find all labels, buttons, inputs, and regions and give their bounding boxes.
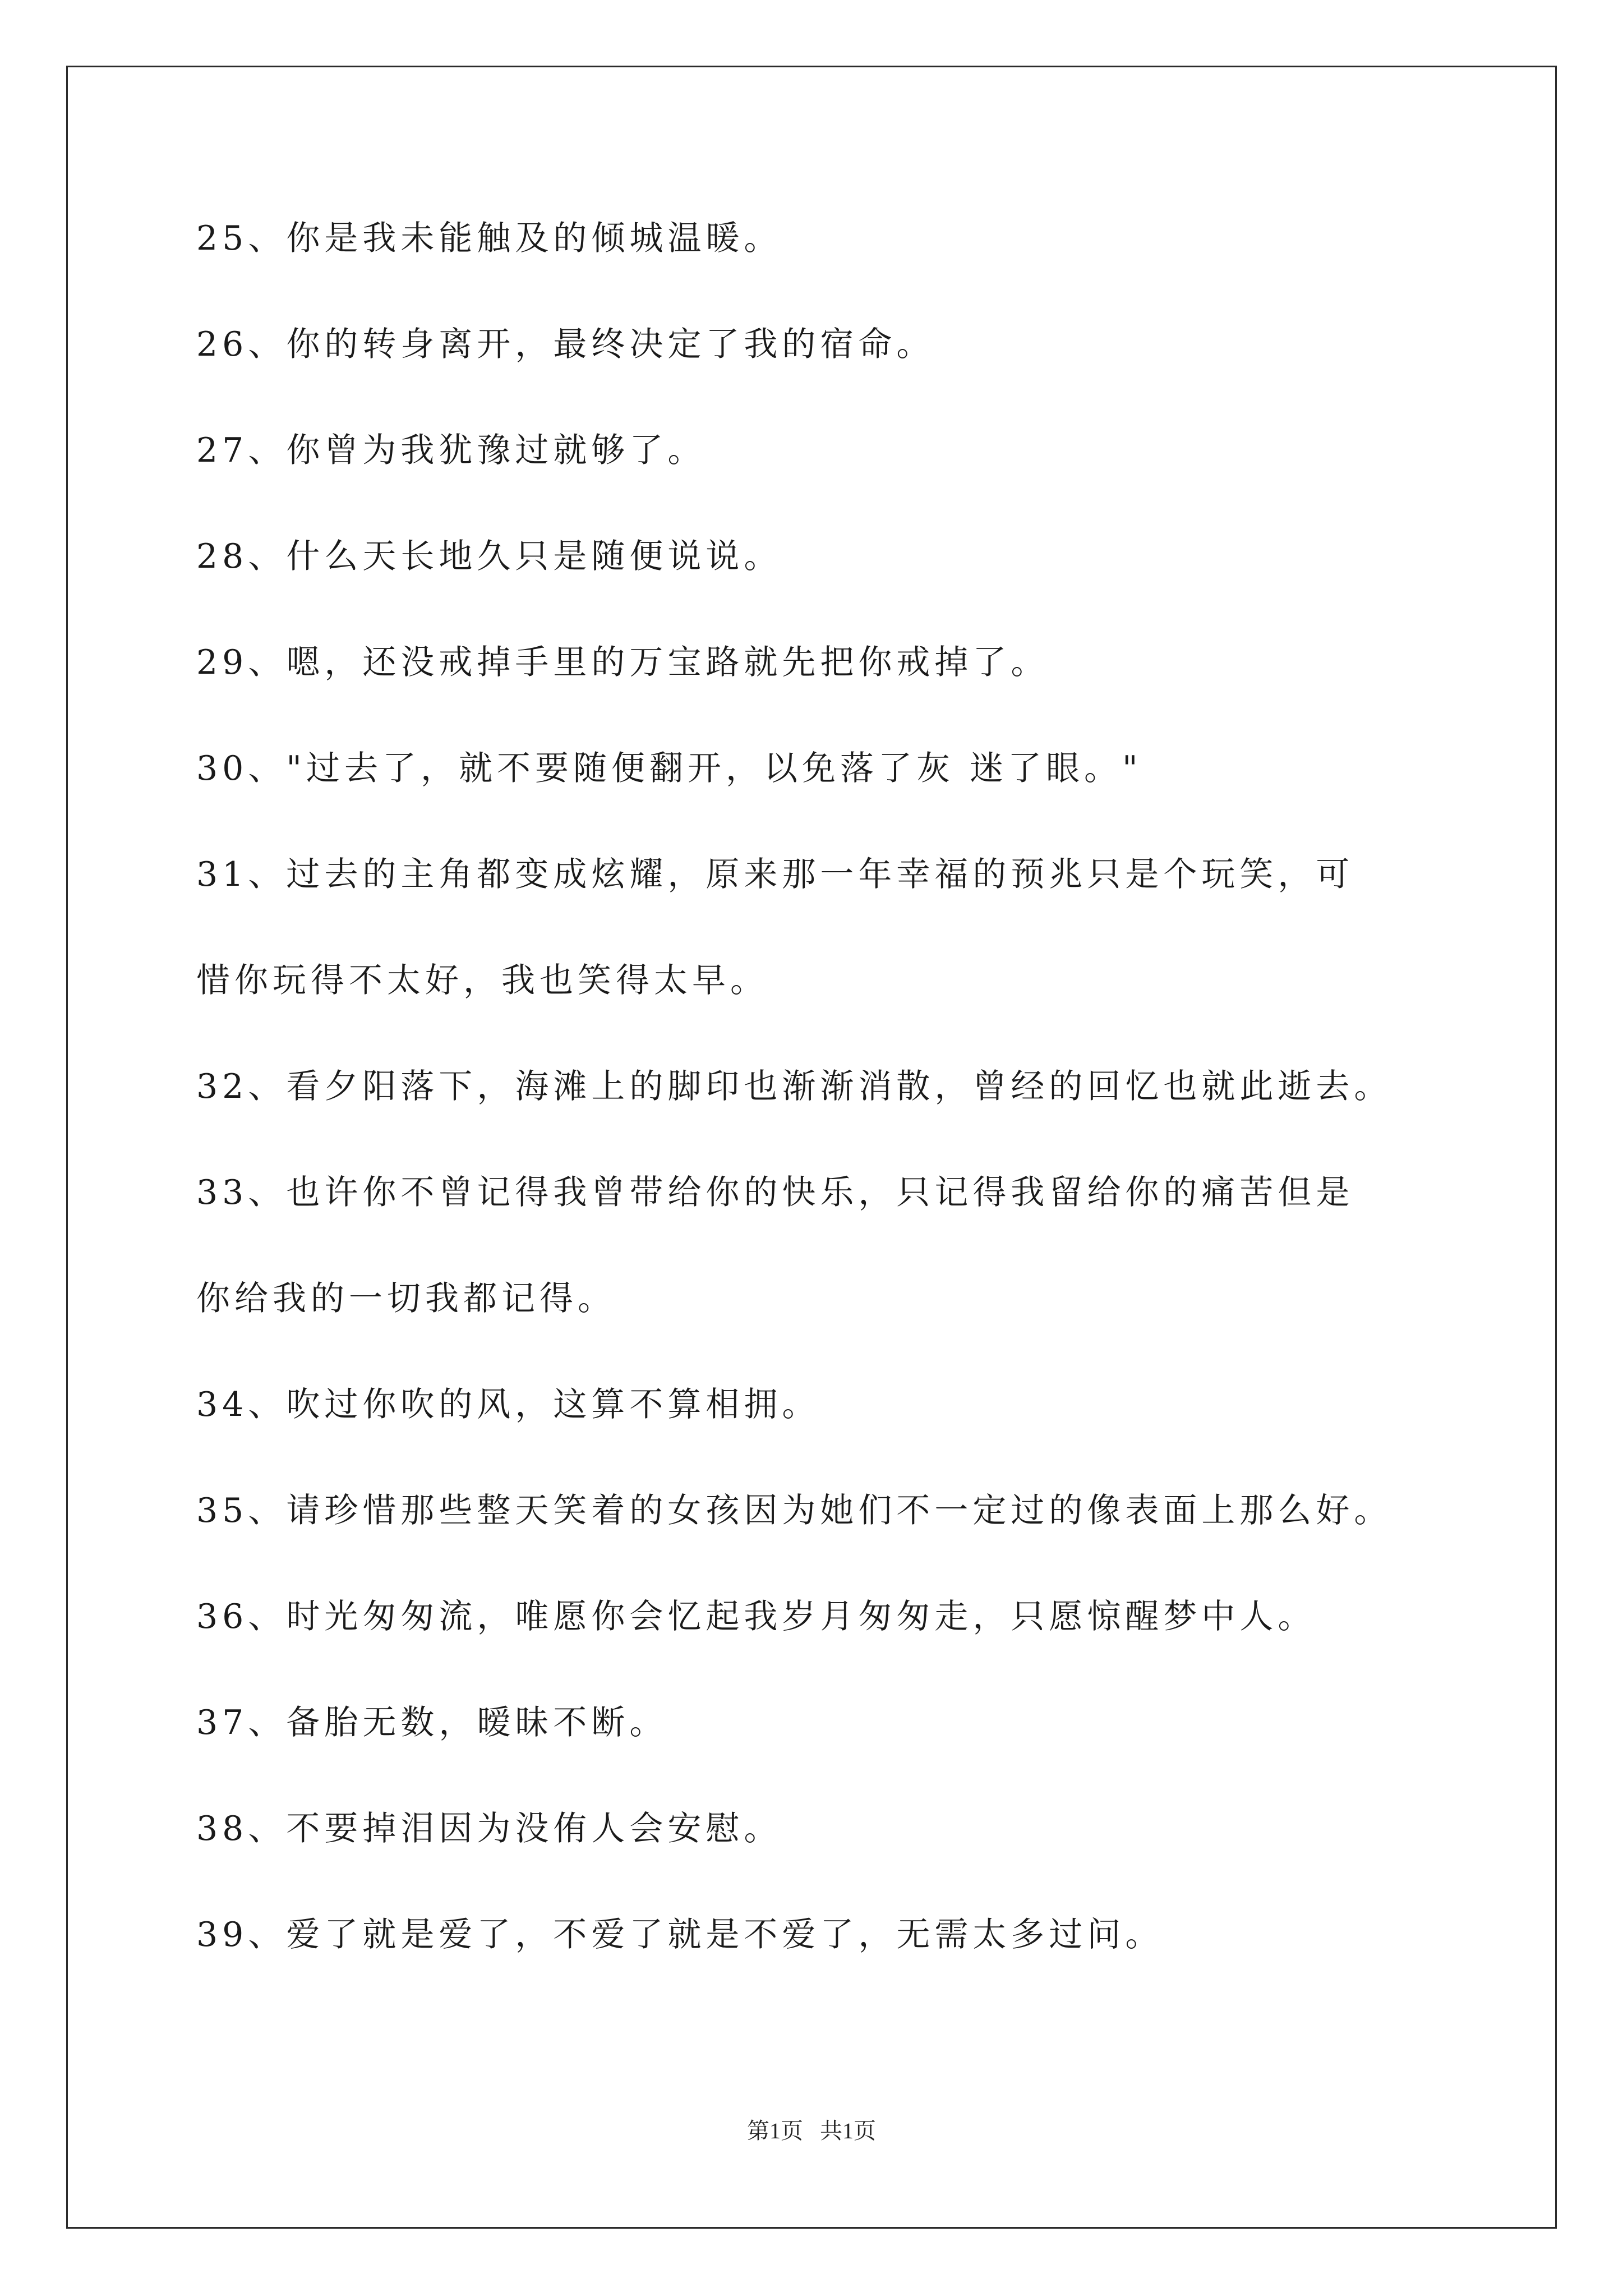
quote-list: [196, 219, 1497, 2024]
text-line: 33、也许你不曾记得我曾带给你的快乐，只记得我留给你的痛苦但是: [196, 1173, 1354, 1212]
text-line: 25、你是我未能触及的倾城温暖。: [196, 219, 782, 258]
text-line: 28、什么天长地久只是随便说说。: [196, 537, 782, 576]
text-line: 36、时光匆匆流，唯愿你会忆起我岁月匆匆走，只愿惊醒梦中人。: [196, 1597, 1316, 1636]
text-line: 35、请珍惜那些整天笑着的女孩因为她们不一定过的像表面上那么好。: [196, 1491, 1393, 1530]
text-line: 你给我的一切我都记得。: [196, 1279, 616, 1318]
text-line: 27、你曾为我犹豫过就够了。: [196, 431, 706, 470]
text-line: 37、备胎无数，暧昧不断。: [196, 1703, 668, 1742]
text-line: 30、"过去了，就不要随便翻开，以免落了灰 迷了眼。": [196, 749, 1142, 788]
page-number-footer: 第1页 共1页: [747, 2118, 876, 2143]
text-line: 32、看夕阳落下，海滩上的脚印也渐渐消散，曾经的回忆也就此逝去。: [196, 1067, 1393, 1106]
text-line: 26、你的转身离开，最终决定了我的宿命。: [196, 325, 935, 364]
text-line: 惜你玩得不太好，我也笑得太早。: [196, 961, 768, 1000]
text-line: 29、嗯，还没戒掉手里的万宝路就先把你戒掉了。: [196, 643, 1049, 682]
text-line: 39、爱了就是爱了，不爱了就是不爱了，无需太多过问。: [196, 1915, 1164, 1954]
text-line: 38、不要掉泪因为没侑人会安慰。: [196, 1809, 782, 1848]
text-line: 34、吹过你吹的风，这算不算相拥。: [196, 1385, 820, 1424]
text-line: 31、过去的主角都变成炫耀，原来那一年幸福的预兆只是个玩笑，可: [196, 855, 1354, 894]
